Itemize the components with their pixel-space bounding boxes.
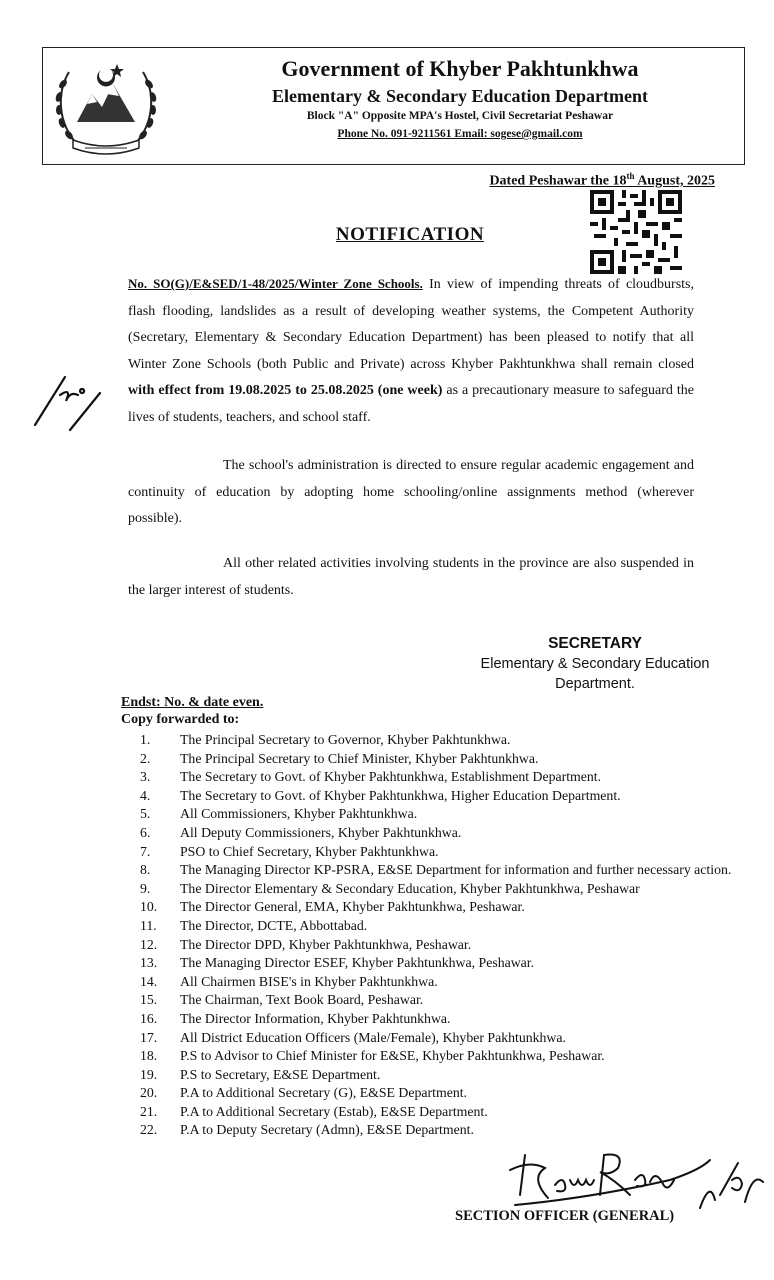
secretary-signature-block — [420, 634, 770, 694]
letterhead-contact: Phone No. 091-9211561 Email: sogese@gmail.com — [337, 128, 583, 140]
copy-list-recipient: All Chairmen BISE's in Khyber Pakhtunkhwa. — [180, 973, 438, 989]
copy-list-number: 15. — [140, 992, 158, 1008]
copy-list-number: 17. — [140, 1029, 158, 1045]
letterhead-title: Government of Khyber Pakhtunkhwa — [281, 56, 639, 81]
copy-list-item — [140, 1029, 740, 1048]
copy-list-number: 8. — [140, 862, 151, 878]
copy-list-number: 14. — [140, 973, 158, 989]
secretary-dept-line1: Elementary & Secondary Education — [480, 656, 710, 672]
copy-list-item — [140, 861, 740, 880]
administration-directive-paragraph: The school's administration is directed to ensure regular academic engagement and continuity of education by adopting home schooling/online assignments method (wherever possible). — [128, 458, 694, 526]
copy-list-recipient: The Secretary to Govt. of Khyber Pakhtunkhwa, Establishment Department. — [180, 769, 602, 785]
copy-list-item — [140, 768, 740, 787]
endorsement-line: Endst: No. & date even. — [121, 695, 264, 710]
khyber-pakhtunkhwa-emblem-icon — [47, 52, 165, 160]
copy-list-item — [140, 973, 740, 992]
copy-list-recipient: The Managing Director ESEF, Khyber Pakhtunkhwa, Peshawar. — [180, 955, 535, 971]
copy-list-recipient: P.A to Additional Secretary (Estab), E&SE Department. — [180, 1103, 488, 1119]
copy-list-recipient: PSO to Chief Secretary, Khyber Pakhtunkhwa. — [180, 843, 439, 859]
copy-list-number: 10. — [140, 899, 158, 915]
copy-list-recipient: P.A to Deputy Secretary (Admn), E&SE Department. — [180, 1122, 474, 1138]
copy-list-item — [140, 824, 740, 843]
copy-forwarded-label: Copy forwarded to: — [121, 712, 240, 727]
secretary-dept-line2: Department. — [555, 676, 635, 692]
copy-list-recipient: The Director, DCTE, Abbottabad. — [180, 917, 368, 933]
handwritten-initials-mark — [30, 365, 105, 435]
copy-list-recipient: The Chairman, Text Book Board, Peshawar. — [180, 992, 424, 1008]
copy-list-item — [140, 954, 740, 973]
copy-list-recipient: The Secretary to Govt. of Khyber Pakhtunkhwa, Higher Education Department. — [180, 787, 621, 803]
copy-list-item — [140, 898, 740, 917]
copy-forwarded-list — [140, 731, 740, 1140]
copy-list-number: 20. — [140, 1085, 158, 1101]
copy-list-number: 4. — [140, 787, 151, 803]
notification-body-paragraph: No. SO(G)/E&SED/1-48/2025/Winter Zone Schools. In view of impending threats of cloudbursts, flash flooding, landslides as a result of developing weather systems, the Competent Authority (Secretary, Elementary & Secondary Education Department) has been pleased to notify that all Winter Zone Schools (both Public and Private) across Khyber Pakhtunkhwa shall remain closed with effect from 19.08.2025 to 25.08.2025 (one week) as a precautionary measure to safeguard the lives of students, teachers, and school staff. — [128, 276, 694, 425]
copy-list-item — [140, 1010, 740, 1029]
copy-list-number: 21. — [140, 1103, 158, 1119]
copy-list-number: 13. — [140, 955, 158, 971]
copy-list-item — [140, 731, 740, 750]
copy-list-recipient: P.S to Advisor to Chief Minister for E&SE, Khyber Pakhtunkhwa, Peshawar. — [180, 1048, 605, 1064]
activities-suspended-paragraph: All other related activities involving students in the province are also suspended in the larger interest of students. — [128, 556, 694, 598]
copy-list-number: 3. — [140, 769, 151, 785]
secretary-title: SECRETARY — [548, 635, 642, 652]
copy-list-recipient: The Director General, EMA, Khyber Pakhtunkhwa, Peshawar. — [180, 899, 525, 915]
copy-list-item — [140, 750, 740, 769]
copy-list-number: 9. — [140, 880, 151, 896]
copy-list-item — [140, 1121, 740, 1140]
copy-list-recipient: The Director Elementary & Secondary Education, Khyber Pakhtunkhwa, Peshawar — [180, 880, 640, 896]
copy-list-item — [140, 936, 740, 955]
copy-list-item — [140, 1066, 740, 1085]
copy-list-recipient: P.S to Secretary, E&SE Department. — [180, 1066, 381, 1082]
copy-list-number: 11. — [140, 917, 157, 933]
copy-list-item — [140, 880, 740, 899]
copy-list-number: 18. — [140, 1048, 158, 1064]
copy-list-item — [140, 917, 740, 936]
closure-dates: with effect from 19.08.2025 to 25.08.2025 (one week) — [128, 383, 443, 398]
copy-list-item — [140, 1103, 740, 1122]
copy-list-item — [140, 1047, 740, 1066]
reference-number: No. SO(G)/E&SED/1-48/2025/Winter Zone Schools. — [128, 276, 423, 291]
copy-list-recipient: The Director DPD, Khyber Pakhtunkhwa, Peshawar. — [180, 936, 472, 952]
section-officer-designation: SECTION OFFICER (GENERAL) — [455, 1208, 675, 1224]
notification-title: NOTIFICATION — [335, 224, 485, 245]
copy-list-recipient: The Managing Director KP-PSRA, E&SE Department for information and further necessary action. — [180, 862, 732, 878]
copy-list-number: 22. — [140, 1122, 158, 1138]
copy-list-item — [140, 787, 740, 806]
copy-list-recipient: The Principal Secretary to Governor, Khyber Pakhtunkhwa. — [180, 732, 511, 747]
qr-code-icon — [590, 190, 682, 274]
copy-list-number: 12. — [140, 936, 158, 952]
copy-list-recipient: All District Education Officers (Male/Female), Khyber Pakhtunkhwa. — [180, 1029, 566, 1045]
copy-list-number: 7. — [140, 843, 151, 859]
copy-list-number: 6. — [140, 824, 151, 840]
copy-list-recipient: The Director Information, Khyber Pakhtunkhwa. — [180, 1010, 451, 1026]
copy-list-number: 1. — [140, 732, 151, 747]
letterhead-address: Block "A" Opposite MPA's Hostel, Civil Secretariat Peshawar — [306, 110, 614, 122]
copy-list-item — [140, 1084, 740, 1103]
letterhead-department: Elementary & Secondary Education Department — [272, 86, 648, 106]
copy-list-recipient: P.A to Additional Secretary (G), E&SE Department. — [180, 1085, 467, 1101]
copy-list-item — [140, 843, 740, 862]
copy-list-number: 5. — [140, 806, 151, 822]
copy-list-number: 19. — [140, 1066, 158, 1082]
copy-list-number: 2. — [140, 750, 151, 766]
copy-list-number: 16. — [140, 1010, 158, 1026]
copy-list-recipient: All Commissioners, Khyber Pakhtunkhwa. — [180, 806, 418, 822]
dated-line: Dated Peshawar the 18th August, 2025 — [489, 171, 715, 189]
copy-list-recipient: The Principal Secretary to Chief Minister, Khyber Pakhtunkhwa. — [180, 750, 539, 766]
copy-list-item — [140, 991, 740, 1010]
copy-list-item — [140, 805, 740, 824]
copy-list-recipient: All Deputy Commissioners, Khyber Pakhtunkhwa. — [180, 824, 462, 840]
